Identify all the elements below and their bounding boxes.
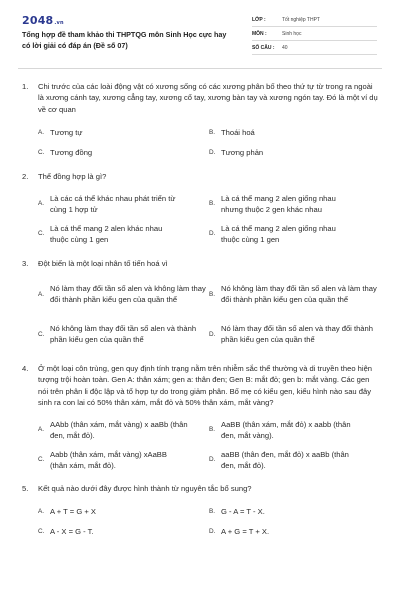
option-letter: B. bbox=[209, 200, 216, 208]
question-text: Chi trước của các loài động vật có xương sống có các xương phân bố theo thứ tự từ trong ra ngoài là xương cánh tay, xương cẳng tay, xương cổ tay, xương bàn tay và xương ngón tay. Đó là một ví dụ về cơ quan bbox=[38, 82, 378, 114]
option-letter: C. bbox=[38, 230, 45, 238]
option-text: Là cá thể mang 2 alen giống nhau thuộc cùng 1 gen bbox=[221, 223, 336, 244]
option-text: A + G = T + X. bbox=[221, 526, 270, 536]
option-text: Nó không làm thay đổi tần số alen và làm thay đổi thành phần kiểu gen của quần thể bbox=[221, 284, 377, 305]
option-text: Tương phản bbox=[221, 147, 264, 157]
meta-label: SỐ CÂU : bbox=[252, 44, 275, 51]
meta-row-subject bbox=[252, 27, 377, 41]
question-text: Ở một loại côn trùng, gen quy định tính trạng nằm trên nhiễm sắc thể thường và di truyền theo hiện tượng trội hoàn toàn. Gen A: thân xám; gen a: thân đen; Gen B: mắt đỏ; gen b: mắt vàng. Các gen nói trên phân li độc lập và tổ hợp tự do trong giảm phân. Bố mẹ có kiểu gen, kiểu hình nào sau đây sinh ra con lai có 50% thân xám, mắt đỏ và 50% thân xám, mắt vàng? bbox=[38, 364, 373, 408]
option-text: Là các cá thể khác nhau phát triển từ cùng 1 hợp tử bbox=[50, 193, 176, 214]
option-text: A + T = G + X bbox=[50, 506, 96, 516]
meta-label: MÔN : bbox=[252, 30, 267, 37]
answer-options bbox=[22, 122, 380, 162]
logo-suffix: .vn bbox=[54, 20, 64, 26]
question-number: 1. bbox=[22, 82, 29, 91]
option-text: Nó không làm thay đổi tần số alen và thành phần kiểu gen của quần thể bbox=[50, 324, 197, 345]
option-c[interactable] bbox=[38, 142, 209, 162]
option-d[interactable] bbox=[209, 521, 380, 541]
option-c[interactable] bbox=[38, 521, 209, 541]
question-number: 5. bbox=[22, 483, 29, 493]
logo-text: 2048 bbox=[22, 14, 54, 27]
option-letter: D. bbox=[209, 148, 216, 156]
option-d[interactable] bbox=[209, 315, 380, 353]
option-b[interactable] bbox=[209, 415, 380, 445]
option-letter: C. bbox=[38, 456, 45, 464]
option-b[interactable] bbox=[209, 189, 380, 219]
option-letter: C. bbox=[38, 148, 45, 156]
option-d[interactable] bbox=[209, 219, 380, 249]
option-text: G - A = T - X. bbox=[221, 506, 265, 516]
option-text: Aabb (thân xám, mắt vàng) xAaBB (thân xám, mắt đỏ). bbox=[50, 449, 167, 470]
option-text: Nó làm thay đổi tần số alen và không làm thay đổi thành phần kiểu gen của quần thể bbox=[50, 284, 206, 305]
option-text: Tương đồng bbox=[50, 147, 93, 157]
meta-value: Tốt nghiệp THPT bbox=[282, 16, 320, 23]
option-letter: A. bbox=[38, 507, 45, 515]
option-text: Là cá thể mang 2 alen khác nhau thuộc cùng 1 gen bbox=[50, 223, 163, 244]
option-letter: A. bbox=[38, 290, 45, 298]
question-stem bbox=[22, 81, 380, 115]
option-letter: A. bbox=[38, 128, 45, 136]
option-letter: D. bbox=[209, 527, 216, 535]
option-a[interactable] bbox=[38, 189, 209, 219]
option-letter: A. bbox=[38, 426, 45, 434]
question-list bbox=[22, 81, 380, 541]
question-2 bbox=[22, 171, 380, 248]
meta-row-class bbox=[252, 13, 377, 27]
question-5 bbox=[22, 483, 380, 541]
option-a[interactable] bbox=[38, 273, 209, 315]
question-number: 3. bbox=[22, 258, 29, 268]
option-c[interactable] bbox=[38, 219, 209, 249]
option-letter: B. bbox=[209, 507, 216, 515]
option-text: Là cá thể mang 2 alen giống nhau nhưng thuộc 2 gen khác nhau bbox=[221, 193, 336, 214]
option-letter: B. bbox=[209, 426, 216, 434]
answer-options bbox=[22, 415, 380, 475]
meta-value: Sinh học bbox=[282, 30, 302, 37]
question-1 bbox=[22, 81, 380, 162]
option-letter: D. bbox=[209, 456, 216, 464]
option-b[interactable] bbox=[209, 501, 380, 521]
option-letter: D. bbox=[209, 230, 216, 238]
document-title: Tổng hợp đề tham khảo thi THPTQG môn Sinh Học cực hay có lời giải có đáp án (Đề số 07) bbox=[22, 30, 227, 50]
option-text: Thoái hoá bbox=[221, 127, 255, 137]
question-stem bbox=[22, 363, 380, 409]
option-text: A - X = G - T. bbox=[50, 526, 94, 536]
header-divider bbox=[18, 68, 382, 69]
page-header bbox=[0, 0, 400, 62]
question-text: Đột biến là một loại nhân tố tiến hoá vì bbox=[38, 258, 168, 268]
option-text: aaBB (thân đen, mắt đỏ) x aaBb (thân đen, mắt đỏ). bbox=[221, 449, 349, 470]
option-letter: B. bbox=[209, 290, 216, 298]
option-a[interactable] bbox=[38, 501, 209, 521]
site-logo[interactable] bbox=[22, 14, 64, 27]
exam-meta bbox=[252, 13, 377, 55]
meta-value: 40 bbox=[282, 44, 288, 51]
question-stem bbox=[22, 483, 380, 494]
option-d[interactable] bbox=[209, 142, 380, 162]
option-a[interactable] bbox=[38, 415, 209, 445]
option-b[interactable] bbox=[209, 122, 380, 142]
question-stem bbox=[22, 171, 380, 182]
question-text: Kết quả nào dưới đây được hình thành từ nguyên tắc bổ sung? bbox=[38, 483, 252, 493]
option-text: AAbb (thân xám, mắt vàng) x aaBb (thân đen, mắt đỏ). bbox=[50, 419, 188, 440]
option-text: Nó làm thay đổi tần số alen và thay đổi thành phần kiểu gen của quần thể bbox=[221, 324, 373, 345]
option-a[interactable] bbox=[38, 122, 209, 142]
option-text: Tương tự bbox=[50, 127, 83, 137]
question-number: 4. bbox=[22, 364, 29, 374]
option-letter: B. bbox=[209, 128, 216, 136]
option-letter: D. bbox=[209, 330, 216, 338]
option-c[interactable] bbox=[38, 315, 209, 353]
option-c[interactable] bbox=[38, 445, 209, 475]
question-stem bbox=[22, 258, 380, 269]
question-3 bbox=[22, 258, 380, 353]
option-letter: C. bbox=[38, 330, 45, 338]
meta-label: LỚP : bbox=[252, 16, 266, 23]
option-text: AaBB (thân xám, mắt đỏ) x aabb (thân đen, mắt vàng). bbox=[221, 419, 351, 440]
question-4 bbox=[22, 363, 380, 475]
option-letter: A. bbox=[38, 200, 45, 208]
option-b[interactable] bbox=[209, 273, 380, 315]
answer-options bbox=[22, 501, 380, 541]
question-text: Thể đồng hợp là gì? bbox=[38, 172, 107, 182]
question-number: 2. bbox=[22, 172, 29, 182]
option-letter: C. bbox=[38, 527, 45, 535]
answer-options bbox=[22, 273, 380, 353]
option-d[interactable] bbox=[209, 445, 380, 475]
answer-options bbox=[22, 189, 380, 249]
meta-row-count bbox=[252, 41, 377, 55]
